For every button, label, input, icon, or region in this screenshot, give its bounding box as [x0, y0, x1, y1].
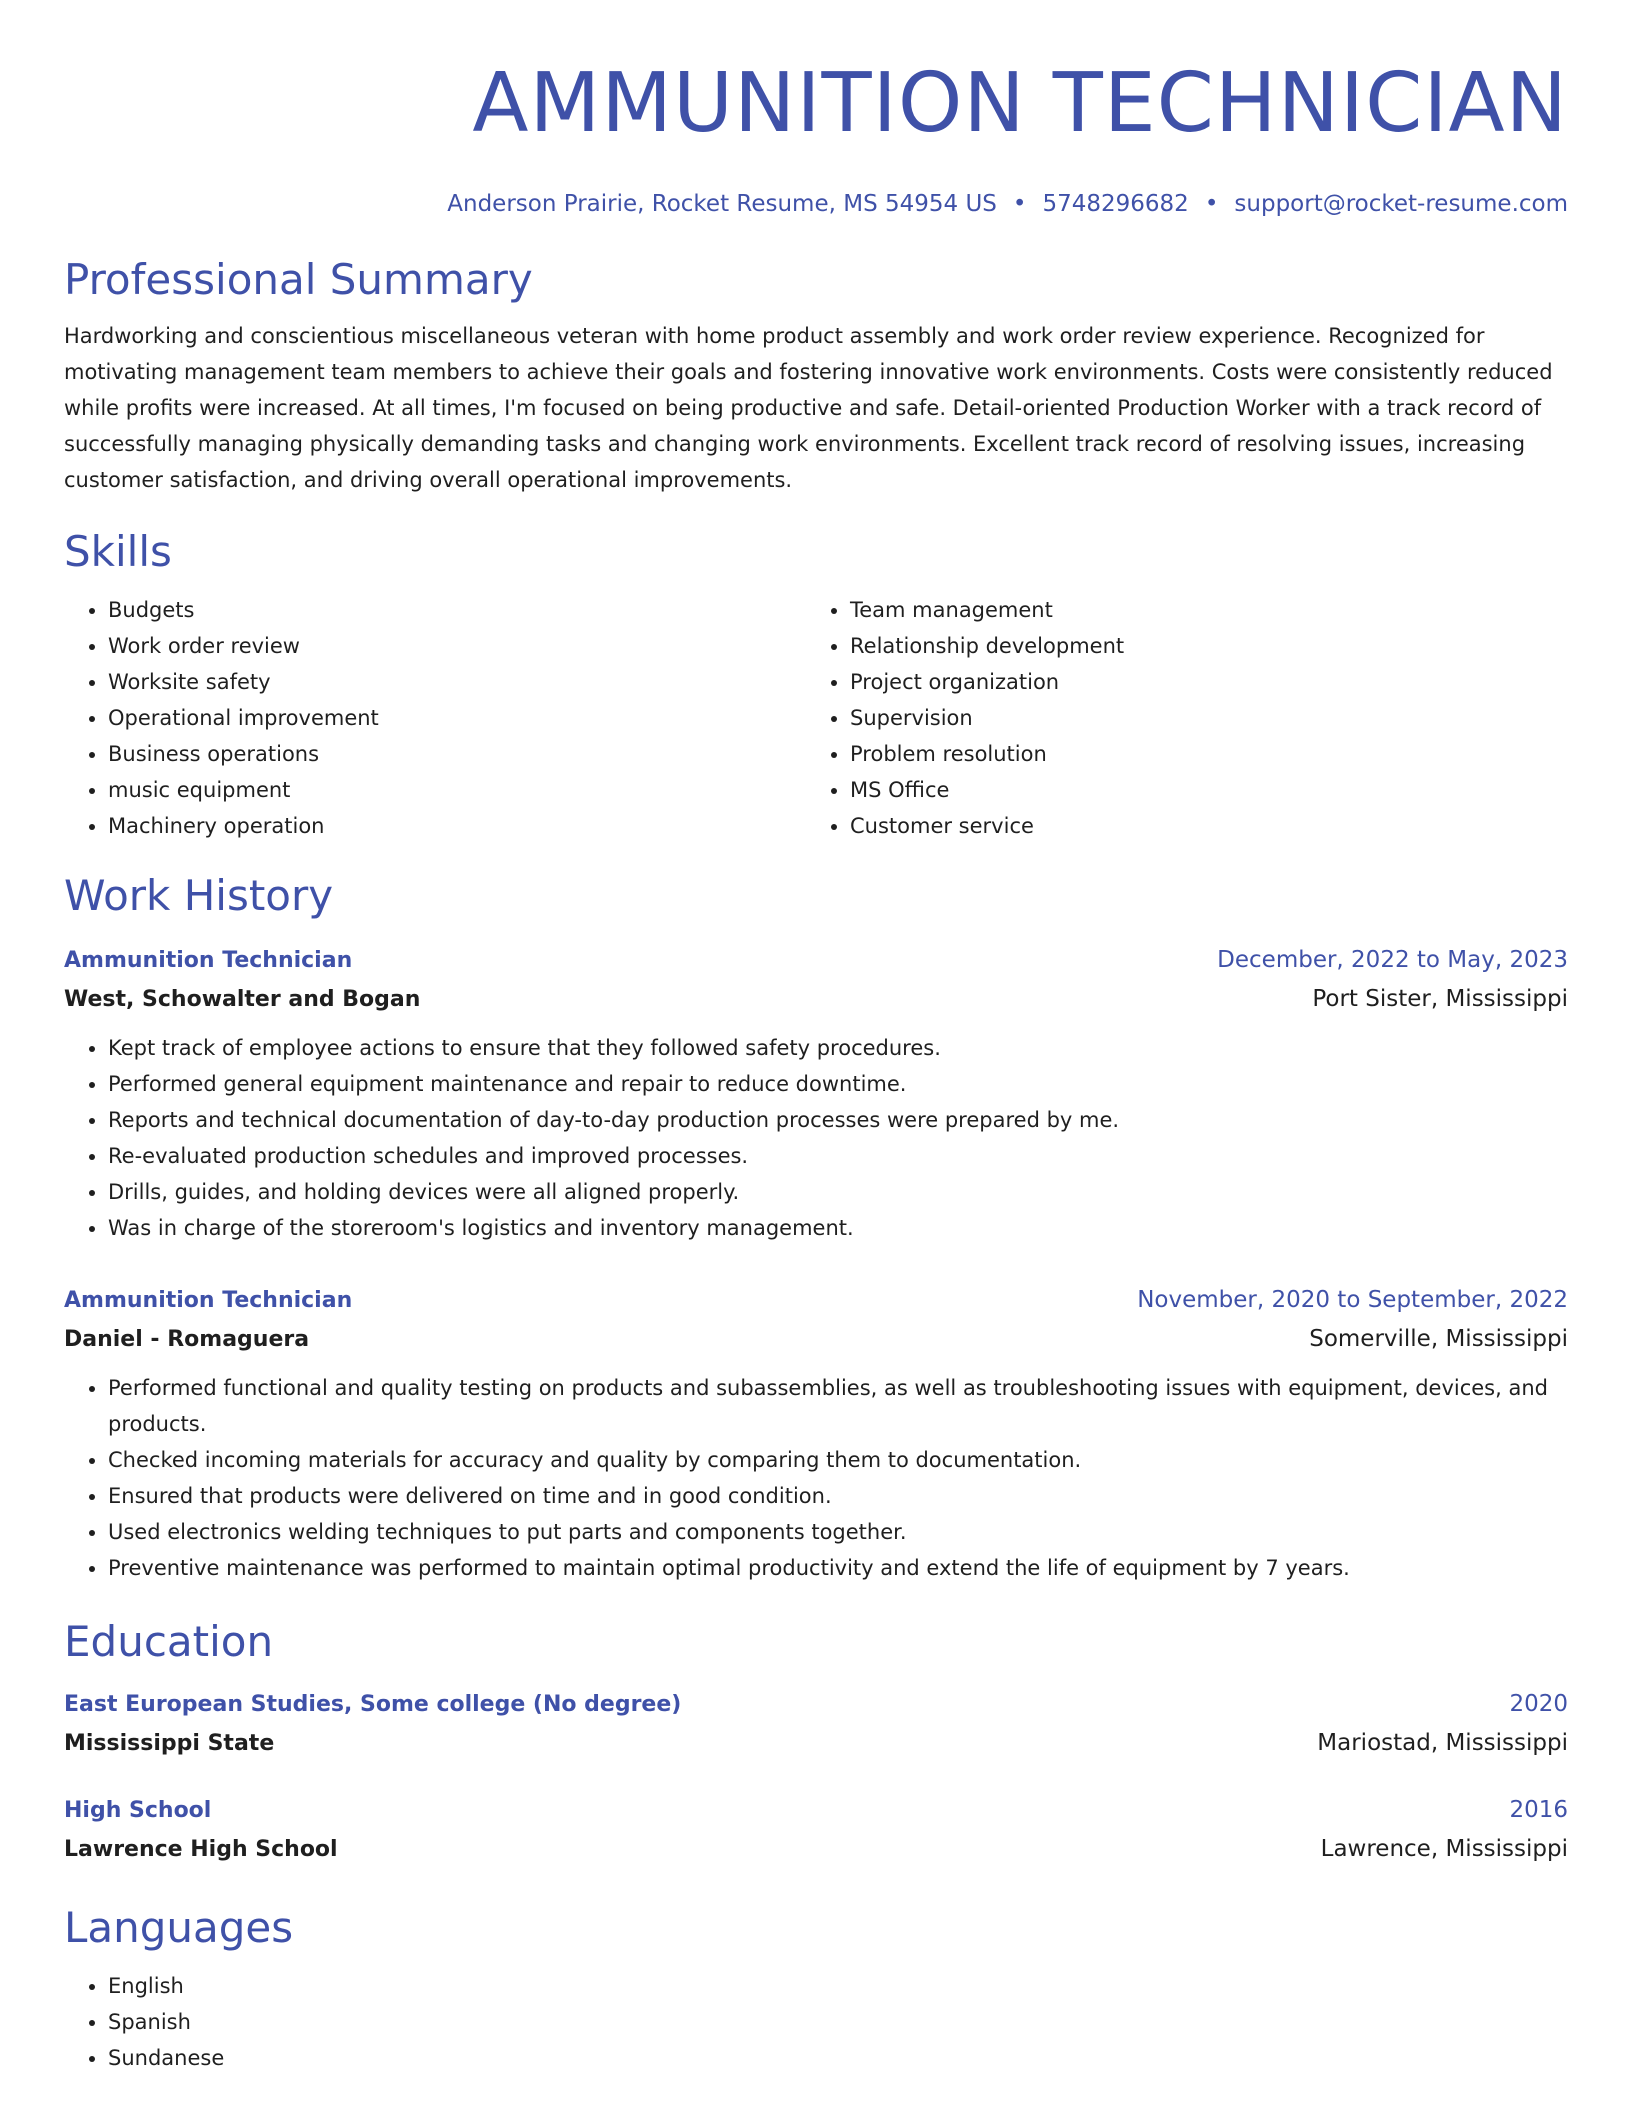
job-location: Port Sister, Mississippi: [1312, 986, 1568, 1012]
skill-item: • Problem resolution: [850, 736, 1548, 772]
contact-separator: •: [1012, 191, 1027, 217]
education-section: [64, 1616, 1568, 1870]
skill-item: • Machinery operation: [108, 808, 806, 844]
education-school: Lawrence High School: [64, 1837, 338, 1862]
summary-section: [64, 254, 1568, 498]
job-header-row: [64, 1282, 1568, 1319]
skills-column-left: [64, 592, 806, 844]
job-bullet: • Used electronics welding techniques to put parts and components together.: [108, 1514, 1568, 1550]
job-bullets: [64, 1370, 1568, 1586]
job-bullet: • Re-evaluated production schedules and improved processes.: [108, 1138, 1568, 1174]
skill-item: • Team management: [850, 592, 1548, 628]
job-bullet: • Drills, guides, and holding devices were all aligned properly.: [108, 1174, 1568, 1210]
skill-item: • Project organization: [850, 664, 1548, 700]
job-location: Somerville, Mississippi: [1309, 1326, 1568, 1352]
education-entry: [64, 1792, 1568, 1870]
skill-item: • Work order review: [108, 628, 806, 664]
language-item: • Sundanese: [108, 2040, 1568, 2076]
contact-line: [64, 188, 1568, 220]
job-bullet: • Performed general equipment maintenance and repair to reduce downtime.: [108, 1066, 1568, 1102]
skills-grid: [64, 592, 1568, 844]
job-employer-row: [64, 979, 1568, 1020]
job-title: Ammunition Technician: [64, 1288, 353, 1313]
contact-address: Anderson Prairie, Rocket Resume, MS 54954 US: [447, 191, 997, 217]
work-history-section: [64, 870, 1568, 1586]
education-location: Mariostad, Mississippi: [1317, 1730, 1568, 1756]
job-bullet: • Was in charge of the storeroom's logistics and inventory management.: [108, 1210, 1568, 1246]
job-bullet: • Checked incoming materials for accuracy and quality by comparing them to documentation.: [108, 1442, 1568, 1478]
education-location: Lawrence, Mississippi: [1320, 1836, 1568, 1862]
job-bullet: • Preventive maintenance was performed to maintain optimal productivity and extend the life of equipment by 7 years.: [108, 1550, 1568, 1586]
job-employer: Daniel - Romaguera: [64, 1327, 310, 1352]
language-list: [64, 1968, 1568, 2076]
section-title-summary: Professional Summary: [64, 255, 533, 304]
language-item: • Spanish: [108, 2004, 1568, 2040]
contact-separator: •: [1204, 191, 1219, 217]
education-degree: East European Studies, Some college (No degree): [64, 1692, 682, 1717]
education-header-row: [64, 1686, 1568, 1723]
education-year: 2020: [1509, 1691, 1568, 1717]
section-title-education: Education: [64, 1617, 274, 1666]
education-school-row: [64, 1723, 1568, 1764]
skills-column-right: [806, 592, 1548, 844]
job-title: Ammunition Technician: [64, 948, 353, 973]
skill-item: • music equipment: [108, 772, 806, 808]
education-entry: [64, 1686, 1568, 1764]
skill-item: • Supervision: [850, 700, 1548, 736]
skill-item: • Customer service: [850, 808, 1548, 844]
education-school: Mississippi State: [64, 1731, 275, 1756]
skill-item: • Business operations: [108, 736, 806, 772]
contact-phone: 5748296682: [1042, 191, 1189, 217]
skill-item: • MS Office: [850, 772, 1548, 808]
resume-header: [64, 56, 1568, 220]
languages-section: [64, 1902, 1568, 2076]
job-employer-row: [64, 1319, 1568, 1360]
job-bullet: • Ensured that products were delivered on time and in good condition.: [108, 1478, 1568, 1514]
section-title-work-history: Work History: [64, 871, 334, 920]
summary-text: Hardworking and conscientious miscellaneous veteran with home product assembly and work order review experience. Recognized for motivating management team members to achieve their goals and fostering innovative work environments. Costs were consistently reduced while profits were increased. At all times, I'm focused on being productive and safe. Detail-oriented Production Worker with a track record of successfully managing physically demanding tasks and changing work environments. Excellent track record of resolving issues, increasing customer satisfaction, and driving overall operational improvements.: [64, 324, 1553, 492]
section-title-skills: Skills: [64, 527, 172, 576]
job-header-row: [64, 942, 1568, 979]
job-bullets: [64, 1030, 1568, 1246]
education-degree: High School: [64, 1798, 212, 1823]
section-title-languages: Languages: [64, 1903, 294, 1952]
education-school-row: [64, 1829, 1568, 1870]
job-bullet: • Performed functional and quality testing on products and subassemblies, as well as troubleshooting issues with equipment, devices, and products.: [108, 1370, 1568, 1442]
skill-item: • Worksite safety: [108, 664, 806, 700]
job-dates: December, 2022 to May, 2023: [1217, 947, 1568, 973]
job-employer: West, Schowalter and Bogan: [64, 987, 421, 1012]
job-entry: [64, 1282, 1568, 1586]
education-header-row: [64, 1792, 1568, 1829]
job-bullet: • Reports and technical documentation of day-to-day production processes were prepared by me.: [108, 1102, 1568, 1138]
skills-section: [64, 526, 1568, 844]
education-year: 2016: [1509, 1797, 1568, 1823]
job-bullet: • Kept track of employee actions to ensure that they followed safety procedures.: [108, 1030, 1568, 1066]
contact-email: support@rocket-resume.com: [1234, 191, 1568, 217]
skill-item: • Relationship development: [850, 628, 1548, 664]
candidate-title: AMMUNITION TECHNICIAN: [472, 56, 1568, 151]
skill-item: • Budgets: [108, 592, 806, 628]
job-dates: November, 2020 to September, 2022: [1137, 1287, 1568, 1313]
language-item: • English: [108, 1968, 1568, 2004]
job-entry: [64, 942, 1568, 1246]
skill-item: • Operational improvement: [108, 700, 806, 736]
